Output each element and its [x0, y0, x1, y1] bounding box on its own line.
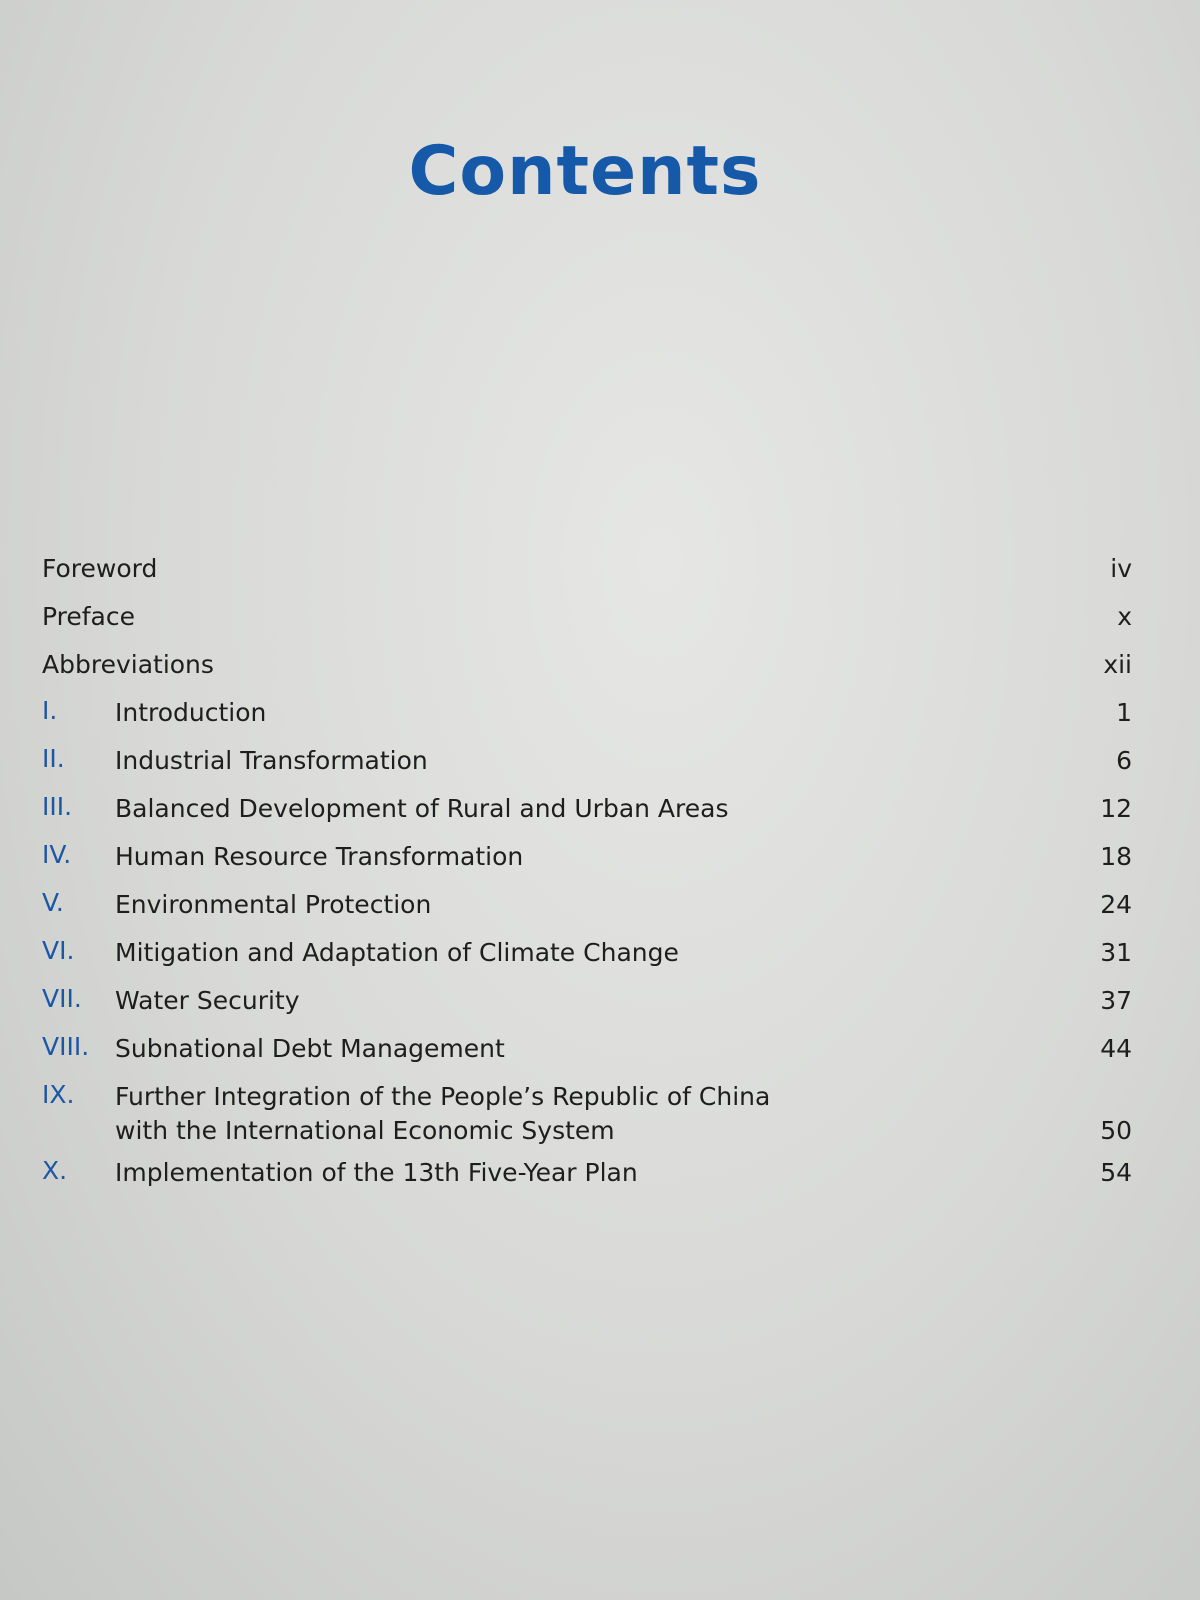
toc-entry-chapter-9 [42, 1080, 1132, 1148]
toc-entry-page: xii [1103, 650, 1132, 679]
toc-entry-label: Water Security [115, 986, 300, 1015]
toc-entry-label-line-2: with the International Economic System [115, 1116, 615, 1145]
toc-entry-label: Mitigation and Adaptation of Climate Change [115, 938, 679, 967]
toc-entry-chapter-2 [42, 744, 1132, 778]
chapter-number: I. [42, 696, 58, 725]
toc-entry-chapter-1 [42, 696, 1132, 730]
chapter-number: X. [42, 1156, 68, 1185]
toc-entry-page: 37 [1100, 986, 1132, 1015]
toc-entry-abbreviations [42, 648, 1132, 682]
toc-entry-page: x [1117, 602, 1132, 631]
toc-entry-label: Human Resource Transformation [115, 842, 524, 871]
chapter-number: III. [42, 792, 73, 821]
chapter-number: VII. [42, 984, 82, 1013]
toc-entry-label: Subnational Debt Management [115, 1034, 505, 1063]
toc-entry-page: iv [1110, 554, 1132, 583]
chapter-number: IX. [42, 1080, 75, 1109]
toc-entry-label: Implementation of the 13th Five-Year Plan [115, 1158, 638, 1187]
toc-entry-chapter-5 [42, 888, 1132, 922]
toc-entry-label: Preface [42, 602, 135, 631]
toc-entry-page: 44 [1100, 1034, 1132, 1063]
toc-entry-label: Balanced Development of Rural and Urban Areas [115, 794, 729, 823]
toc-entry-chapter-4 [42, 840, 1132, 874]
toc-entry-page: 24 [1100, 890, 1132, 919]
toc-entry-preface [42, 600, 1132, 634]
toc-entry-page: 50 [1100, 1116, 1132, 1145]
toc-entry-label: Environmental Protection [115, 890, 432, 919]
toc-entry-chapter-10 [42, 1156, 1132, 1190]
toc-entry-page: 12 [1100, 794, 1132, 823]
chapter-number: II. [42, 744, 65, 773]
toc-entry-page: 18 [1100, 842, 1132, 871]
chapter-number: V. [42, 888, 64, 917]
table-of-contents [42, 552, 1132, 1204]
toc-entry-label-line-1: Further Integration of the People’s Republic of China [115, 1082, 771, 1111]
toc-entry-chapter-7 [42, 984, 1132, 1018]
page-title: Contents [408, 131, 762, 211]
toc-entry-label: Foreword [42, 554, 158, 583]
toc-entry-label: Abbreviations [42, 650, 214, 679]
toc-entry-label [115, 1080, 1072, 1148]
toc-entry-foreword [42, 552, 1132, 586]
toc-entry-chapter-6 [42, 936, 1132, 970]
chapter-number: VI. [42, 936, 75, 965]
toc-entry-page: 31 [1100, 938, 1132, 967]
toc-entry-chapter-8 [42, 1032, 1132, 1066]
toc-entry-page: 1 [1116, 698, 1132, 727]
toc-entry-page: 6 [1116, 746, 1132, 775]
toc-entry-label: Introduction [115, 698, 267, 727]
chapter-number: IV. [42, 840, 72, 869]
toc-entry-page: 54 [1100, 1158, 1132, 1187]
toc-entry-label: Industrial Transformation [115, 746, 428, 775]
chapter-number: VIII. [42, 1032, 90, 1061]
toc-entry-chapter-3 [42, 792, 1132, 826]
